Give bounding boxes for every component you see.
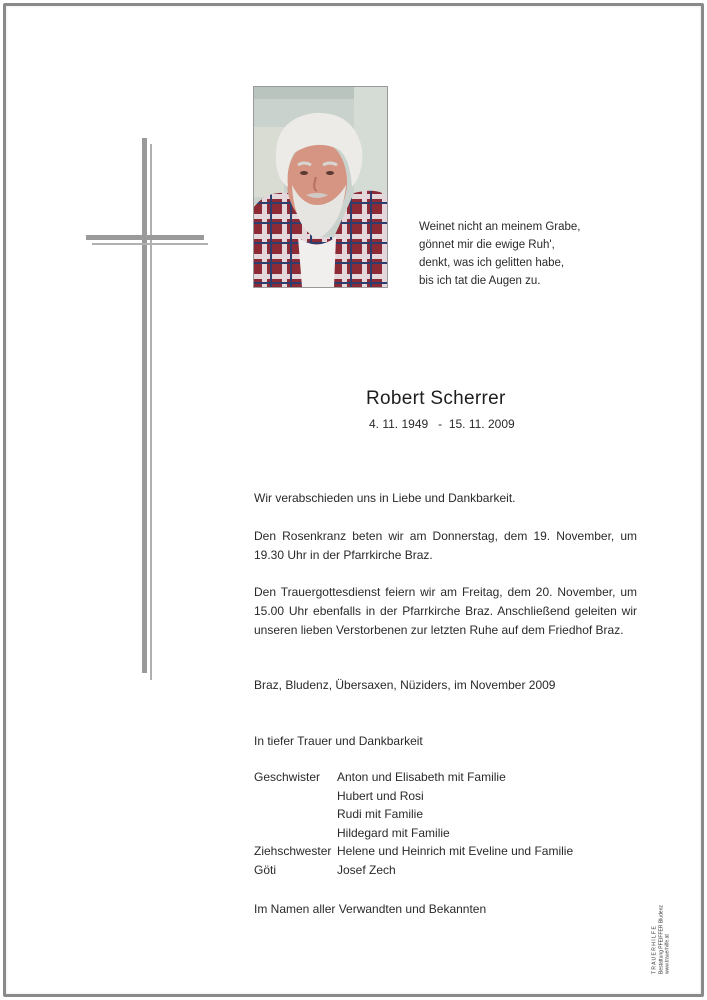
logo-line: T R A U E R H I L F E — [651, 926, 658, 974]
family-relation: Ziehschwester — [254, 844, 332, 859]
family-list — [254, 768, 573, 880]
poem — [419, 218, 581, 290]
place-date-text: Braz, Bludenz, Übersaxen, Nüziders, im November 2009 — [254, 678, 556, 692]
family-names: Hubert und Rosi — [337, 788, 424, 803]
cross-icon — [86, 138, 211, 680]
family-row — [254, 861, 573, 880]
family-relation — [254, 805, 337, 824]
family-names: Josef Zech — [337, 862, 396, 877]
life-dates: 4. 11. 1949 - 15. 11. 2009 — [369, 417, 515, 431]
logo-line: www.trauerhilfe.at — [664, 934, 671, 974]
poem-line: gönnet mir die ewige Ruh', — [419, 239, 555, 251]
poem-line: denkt, was ich gelitten habe, — [419, 257, 565, 269]
family-names: Anton und Elisabeth mit Familie — [337, 770, 506, 784]
family-relation — [254, 824, 337, 843]
family-names: Helene und Heinrich mit Eveline und Familie — [337, 844, 574, 859]
family-relation: Göti — [254, 862, 277, 877]
family-names: Rudi mit Familie — [337, 807, 424, 822]
family-row — [254, 805, 573, 824]
closing-text: Im Namen aller Verwandten und Bekannten — [254, 902, 487, 916]
portrait-photo — [253, 86, 388, 288]
family-row — [254, 768, 573, 787]
family-relation — [254, 787, 337, 806]
service-text: Den Trauergottesdienst feiern wir am Freitag, dem 20. November, um 15.00 Uhr ebenfalls in der Pfarrkirche Braz. Anschließend geleiten wir unseren lieben Verstorbenen zur letzten Ruhe auf dem Friedhof Braz. — [254, 585, 637, 637]
family-names: Hildegard mit Familie — [337, 825, 450, 840]
poem-line: Weinet nicht an meinem Grabe, — [419, 221, 581, 233]
family-relation: Geschwister — [254, 770, 321, 784]
farewell-text: Wir verabschieden uns in Liebe und Dankbarkeit. — [254, 491, 516, 505]
family-row — [254, 824, 573, 843]
funeral-home-logo — [646, 868, 676, 976]
deceased-name: Robert Scherrer — [366, 388, 506, 409]
poem-line: bis ich tat die Augen zu. — [419, 275, 541, 287]
rosary-text: Den Rosenkranz beten wir am Donnerstag, dem 19. November, um 19.30 Uhr in der Pfarrkirche Braz. — [254, 529, 637, 562]
family-row — [254, 842, 573, 861]
logo-line: Bestattung PFEIFFER Bludenz — [657, 905, 664, 974]
family-row — [254, 787, 573, 806]
mourning-text: In tiefer Trauer und Dankbarkeit — [254, 734, 423, 748]
